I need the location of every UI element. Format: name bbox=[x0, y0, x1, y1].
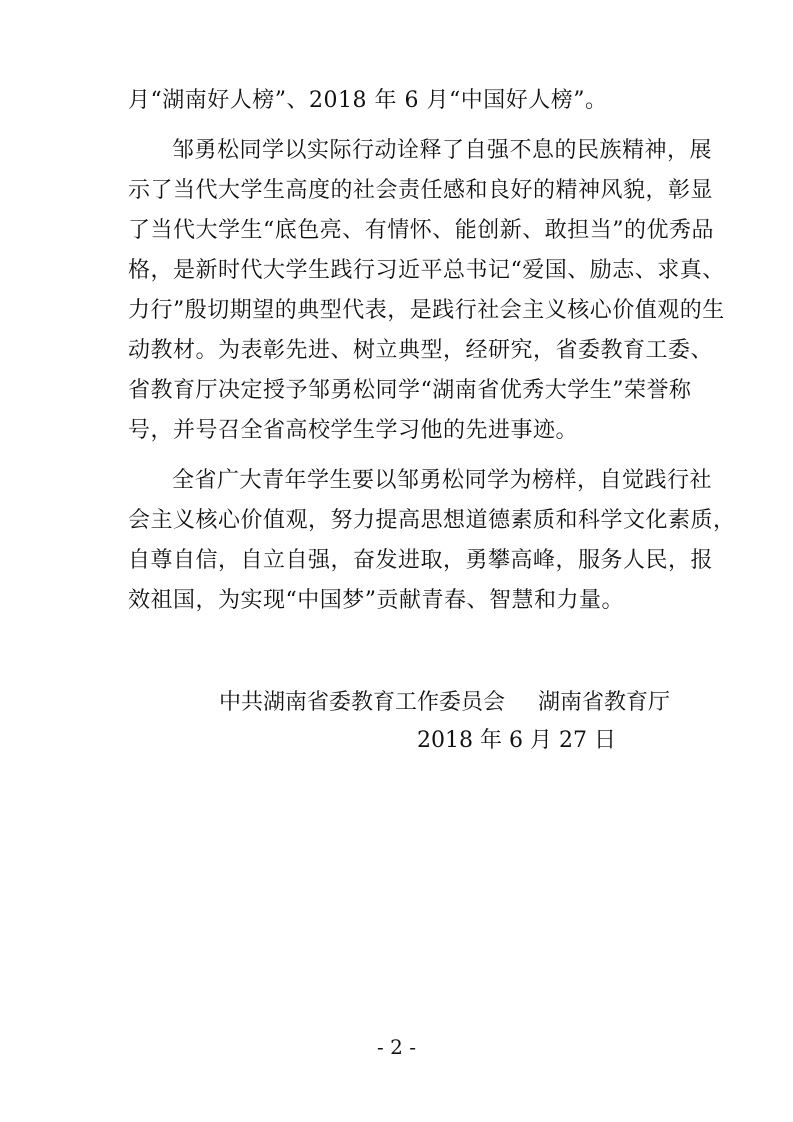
paragraph-line: 会主义核心价值观，努力提高思想道德素质和科学文化素质， bbox=[128, 508, 736, 533]
paragraph-line: 邹勇松同学以实际行动诠释了自强不息的民族精神，展 bbox=[172, 138, 713, 163]
paragraph-line: 月“湖南好人榜”、2018 年 6 月“中国好人榜”。 bbox=[128, 88, 608, 113]
page-number: - 2 - bbox=[377, 1035, 416, 1059]
signature-date: 2018 年 6 月 27 日 bbox=[417, 728, 616, 753]
paragraph-line: 效祖国，为实现“中国梦”贡献青春、智慧和力量。 bbox=[128, 588, 624, 613]
paragraph-line: 示了当代大学生高度的社会责任感和良好的精神风貌，彰显 bbox=[128, 178, 714, 203]
paragraph-line: 全省广大青年学生要以邹勇松同学为榜样，自觉践行社 bbox=[172, 468, 713, 493]
paragraph-line: 了当代大学生“底色亮、有情怀、能创新、敢担当”的优秀品 bbox=[128, 218, 714, 243]
issuer-party-committee: 中共湖南省委教育工作委员会 bbox=[219, 690, 506, 715]
paragraph-line: 力行”殷切期望的典型代表，是践行社会主义核心价值观的生 bbox=[128, 298, 725, 323]
issuer-education-department: 湖南省教育厅 bbox=[538, 690, 671, 715]
paragraph-line: 号，并号召全省高校学生学习他的先进事迹。 bbox=[128, 418, 579, 443]
paragraph-line: 格，是新时代大学生践行习近平总书记“爱国、励志、求真、 bbox=[128, 258, 725, 283]
paragraph-line: 动教材。为表彰先进、树立典型，经研究，省委教育工委、 bbox=[128, 338, 714, 363]
paragraph-line: 自尊自信，自立自强，奋发进取，勇攀高峰，服务人民，报 bbox=[128, 548, 714, 573]
paragraph-line: 省教育厅决定授予邹勇松同学“湖南省优秀大学生”荣誉称 bbox=[128, 378, 692, 403]
